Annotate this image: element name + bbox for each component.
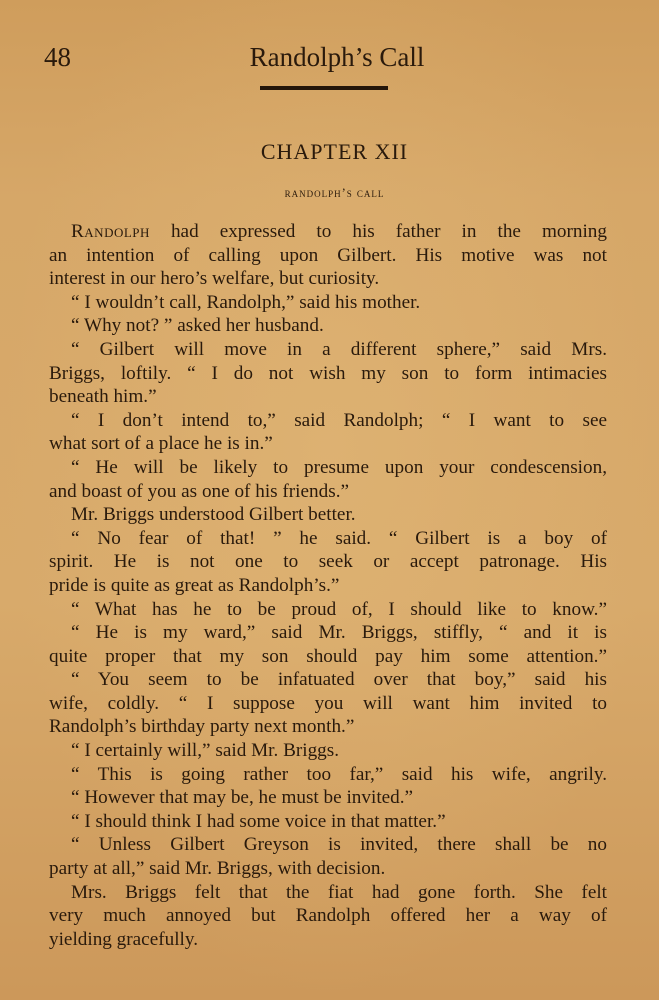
paragraph-line: “ He is my ward,” said Mr. Briggs, stiffly, “ and it is [71, 622, 607, 644]
paragraph-line: beneath him.” [49, 386, 157, 408]
paragraph-line: “ Why not? ” asked her husband. [71, 315, 324, 337]
paragraph-line: “ I wouldn’t call, Randolph,” said his mother. [71, 291, 421, 313]
header-rule [260, 86, 388, 90]
lead-caps-word: Randolph [71, 221, 150, 242]
chapter-subtitle: randolph’s call [284, 186, 385, 200]
paragraph-line: an intention of calling upon Gilbert. His motive was not [49, 244, 607, 266]
paragraph-line: Mrs. Briggs felt that the fiat had gone forth. She felt [71, 881, 607, 903]
paragraph-line: yielding gracefully. [49, 928, 199, 950]
paragraph-line: party at all,” said Mr. Briggs, with decision. [49, 858, 386, 880]
paragraph-line: “ You seem to be infatuated over that boy,” said his [71, 669, 607, 691]
paragraph-line: spirit. He is not one to seek or accept patronage. His [49, 551, 607, 573]
paragraph-line: interest in our hero’s welfare, but curiosity. [49, 268, 380, 290]
paragraph-line: “ This is going rather too far,” said his wife, angrily. [71, 763, 607, 785]
paragraph-line: Mr. Briggs understood Gilbert better. [71, 504, 356, 526]
paragraph-line: “ No fear of that! ” he said. “ Gilbert is a boy of [71, 527, 607, 549]
paragraph-line: “ Unless Gilbert Greyson is invited, there shall be no [71, 834, 607, 856]
paragraph-line: “ I don’t intend to,” said Randolph; “ I want to see [71, 409, 607, 431]
paragraph-line: “ Gilbert will move in a different sphere,” said Mrs. [71, 338, 607, 360]
paragraph-line: “ I certainly will,” said Mr. Briggs. [71, 740, 340, 762]
paragraph-line: “ What has he to be proud of, I should like to know.” [71, 598, 607, 620]
paragraph-line: pride is quite as great as Randolph’s.” [49, 574, 340, 596]
paragraph-line: Briggs, loftily. “ I do not wish my son to form intimacies [49, 362, 607, 384]
paragraph-line: and boast of you as one of his friends.” [49, 480, 350, 502]
paragraph-line: “ He will be likely to presume upon your condescension, [71, 456, 607, 478]
page-number: 48 [44, 42, 71, 72]
paragraph-line: quite proper that my son should pay him some attention.” [49, 645, 607, 667]
chapter-heading: CHAPTER XII [260, 139, 409, 164]
paragraph-line: very much annoyed but Randolph offered her a way of [49, 905, 607, 927]
running-title: Randolph’s Call [249, 42, 425, 72]
paragraph-line: wife, coldly. “ I suppose you will want him invited to [49, 692, 607, 714]
paragraph-line: “ I should think I had some voice in that matter.” [71, 810, 446, 832]
paragraph-line: Randolph had expressed to his father in the morning [71, 221, 607, 242]
paragraph-line: “ However that may be, he must be invited.” [71, 787, 414, 809]
paragraph-line: what sort of a place he is in.” [49, 433, 273, 455]
running-head [22, 40, 622, 76]
body-text [49, 220, 607, 951]
paragraph-line: Randolph’s birthday party next month.” [49, 716, 355, 738]
